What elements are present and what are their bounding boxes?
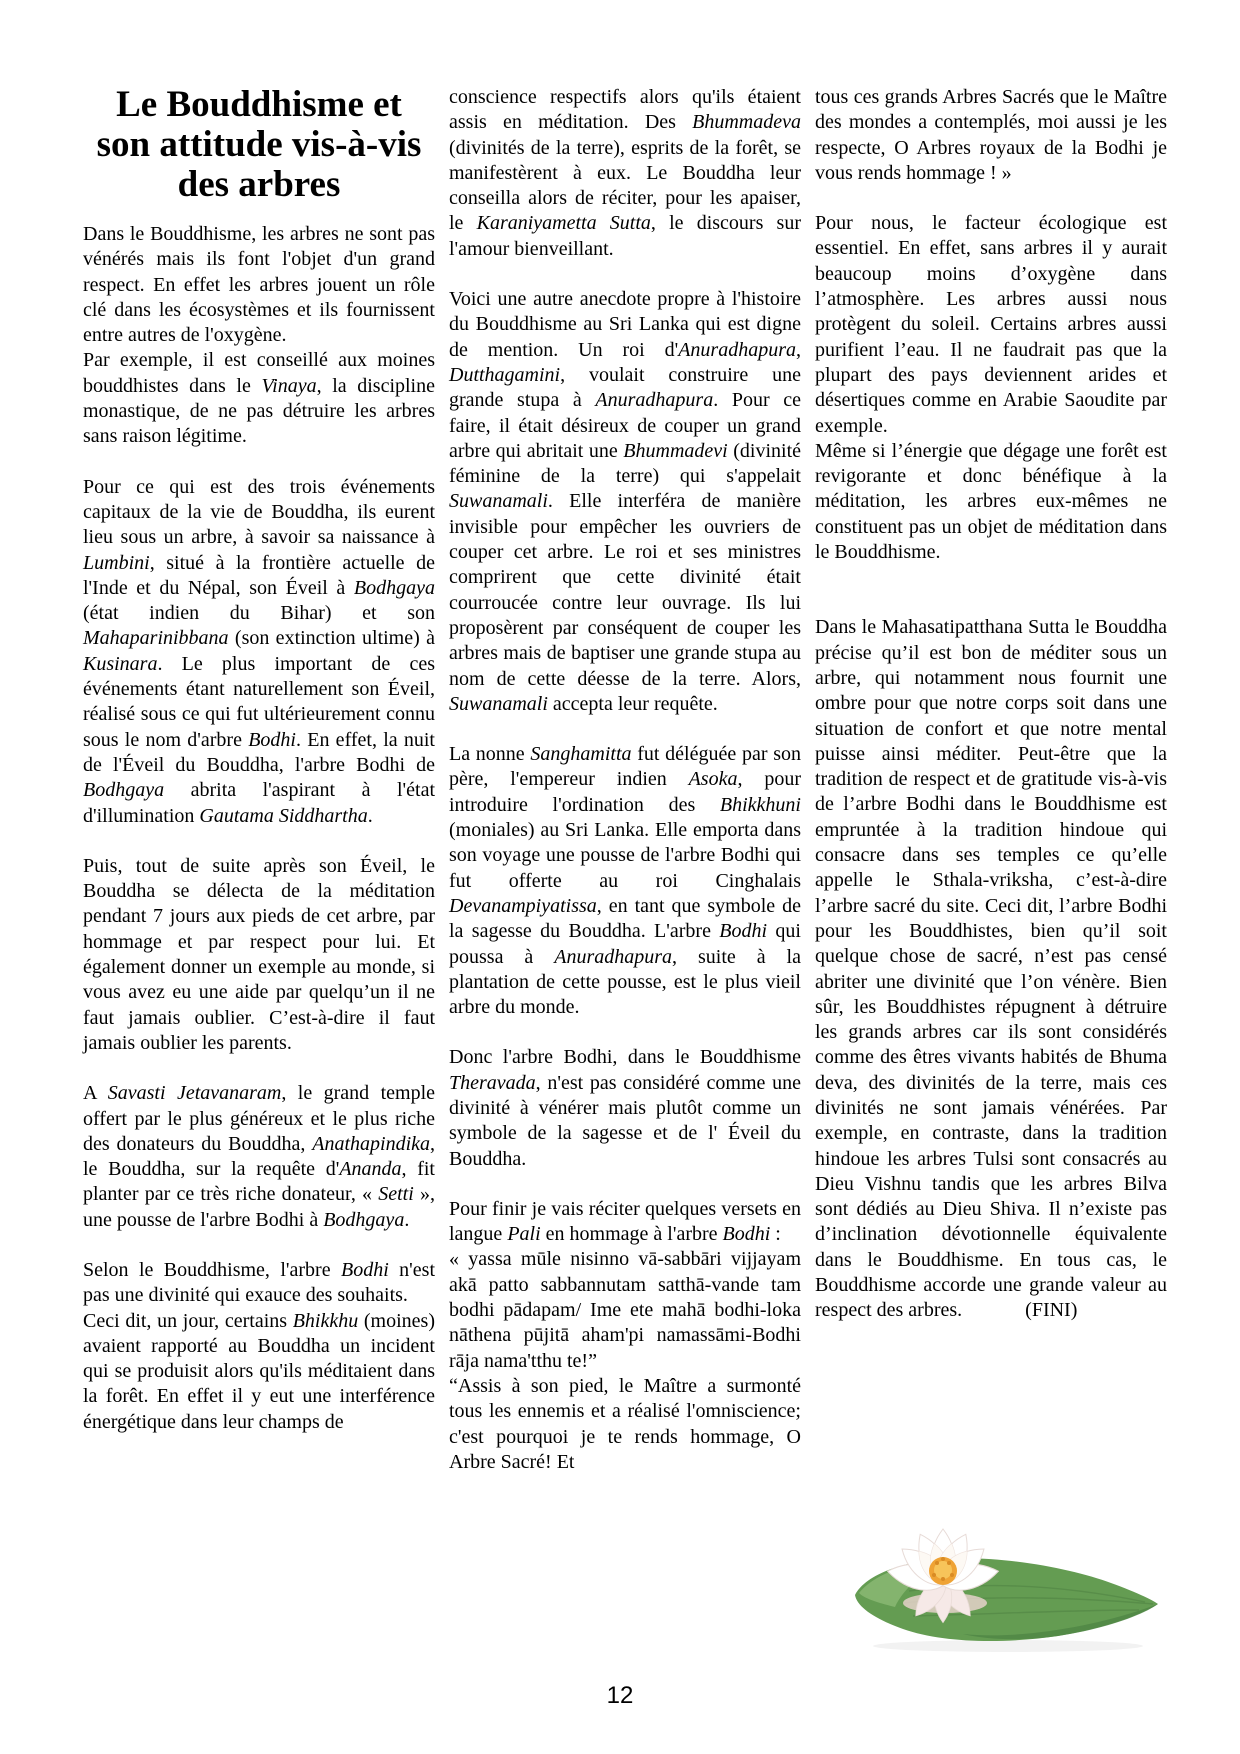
paragraph: Dans le Bouddhisme, les arbres ne sont pas vénérés mais ils font l'objet d'un grand respect. En effet les arbres jouent un rôle clé dans les écosystèmes et ils fournissent entre autres de l'oxygène. [83,223,435,347]
paragraph: La nonne Sanghamitta fut déléguée par son père, l'empereur indien Asoka, pour introduire l'ordination des Bhikkhuni (moniales) au Sri Lanka. Elle emporta dans son voyage une pousse de l'arbre Bodhi qui fut offerte au roi Cinghalais Devanampiyatissa, en tant que symbole de la sagesse du Bouddha. L'arbre Bodhi qui poussa à Anuradhapura, suite à la plantation de cette pousse, est le plus vieil arbre du monde. [449,743,801,1019]
paragraph: Puis, tout de suite après son Éveil, le Bouddha se délecta de la méditation pendant 7 jours aux pieds de cet arbre, par hommage et par respect pour lui. Et également donner un exemple au monde, si vous avez eu une aide par quelqu’un il ne faut jamais oublier. C’est-à-dire il faut jamais oublier les parents. [83,854,435,1054]
title-line-2: son attitude vis-à-vis [96,124,422,165]
paragraph: tous ces grands Arbres Sacrés que le Maître des mondes a contemplés, moi aussi je les respecte, O Arbres royaux de la Bodhi je vous rends hommage ! » [815,86,1167,184]
column-2 [449,85,801,1475]
paragraph: Voici une autre anecdote propre à l'histoire du Bouddhisme au Sri Lanka qui est digne de mention. Un roi d'Anuradhapura, Dutthagamini, voulait construire une grande stupa à Anuradhapura. Pour ce faire, il était désireux de couper un grand arbre qui abritait une Bhummadevi (divinité féminine de la terre) qui s'appelait Suwanamali. Elle interféra de manière invisible pour empêcher les ouvriers de couper cet arbre. Le roi et ses ministres comprirent que cette divinité était courroucée contre leur ouvrage. Ils lui proposèrent par conséquent de couper les arbres mais de baptiser une grande stupa au nom de cette déesse de la terre. Alors, Suwanamali accepta leur requête. [449,288,801,715]
column-3 [815,85,1167,1324]
stamen-dot [947,1561,951,1565]
paragraph: « yassa mūle nisinno vā-sabbāri vijjayam akā patto sabbannutam satthā-vande tam bodhi pādapam/ Ime ete mahā bodhi-loka nāthena pūjitā aham'pi namassāmi-Bodhi rāja nama'tthu te!” [449,1248,801,1372]
paragraph: Dans le Mahasatipatthana Sutta le Bouddha précise qu’il est bon de méditer sous un arbre, qui notamment nous fournit une ombre pour que notre corps soit dans une situation de confort et que notre mental puisse ainsi méditer. Peut-être que la tradition de respect et de gratitude vis-à-vis de l’arbre Bodhi dans le Bouddhisme est empruntée à la tradition hindoue qui consacre dans ses temples ce qu’elle appelle le Sthala-vriksha, c’est-à-dire l’arbre sacré du site. Ceci dit, l’arbre Bodhi pour les Bouddhistes, bien qu’il soit quelque chose de sacré, n’est pas censé abriter une divinité que l’on vénère. Bien sûr, les Bouddhistes répugnent à détruire les grands arbres car ils sont considérés comme des êtres vivants habités de Bhuma deva, des divinités de la terre, mais ces divinités ne sont jamais vénérées. Par exemple, en contraste, dans la tradition hindoue les arbres Tulsi sont consacrés au Dieu Vishnu tandis que les arbres Bilva sont dédiés au Dieu Shiva. Il n’existe pas d’inclination dévotionnelle équivalente dans le Bouddhisme. En tous cas, le Bouddhisme accorde une grande valeur au respect des arbres. (FINI) [815,616,1167,1322]
stamen-dot [950,1573,954,1577]
stamen-dot [932,1573,936,1577]
title-line-3: des arbres [177,164,341,205]
paragraph: conscience respectifs alors qu'ils étaient assis en méditation. Des Bhummadeva (divinités de la terre), esprits de la forêt, se manifestèrent à eux. Le Bouddha leur conseilla alors de réciter, pour les apaiser, le Karaniyametta Sutta, le discours sur l'amour bienveillant. [449,86,802,260]
stamen-dot [941,1577,945,1581]
paragraph: “Assis à son pied, le Maître a surmonté tous les ennemis et a réalisé l'omniscience; c'est pourquoi je te rends hommage, O Arbre Sacré! Et [449,1374,801,1473]
paragraph: Même si l’énergie que dégage une forêt est revigorante et donc bénéfique à la méditation, les arbres eux-mêmes ne constituent pas un objet de méditation dans le Bouddhisme. [815,439,1167,564]
paragraph: Donc l'arbre Bodhi, dans le Bouddhisme Theravada, n'est pas considéré comme une divinité à vénérer mais plutôt comme un symbole de la sagesse et de l' Éveil du Bouddha. [449,1046,801,1170]
paragraph: Pour finir je vais réciter quelques versets en langue Pali en hommage à l'arbre Bodhi : [449,1197,801,1246]
lotus-illustration [843,1503,1163,1658]
column-1 [83,85,435,1435]
paragraph: Selon le Bouddhisme, l'arbre Bodhi n'est pas une divinité qui exauce des souhaits. [83,1258,435,1307]
title-line-1: Le Bouddhisme et [116,84,402,125]
paragraph: Par exemple, il est conseillé aux moines bouddhistes dans le Vinaya, la discipline monastique, de ne pas détruire les arbres sans raison légitime. [83,349,435,448]
fini-label: (FINI) [1025,1299,1078,1322]
paragraph: Pour nous, le facteur écologique est essentiel. En effet, sans arbres il y aurait beaucoup moins d’oxygène dans l’atmosphère. Les arbres aussi nous protègent du soleil. Certains arbres aussi purifient l’eau. Il ne faudrait pas que la plupart des pays deviennent arides et désertiques comme en Arabie Saoudite par exemple. [815,212,1167,437]
lotus-figure [843,1503,1163,1658]
page-number: 12 [606,1682,634,1709]
leaf-shadow [873,1640,1143,1652]
paragraph: Pour ce qui est des trois événements capitaux de la vie de Bouddha, ils eurent lieu sous un arbre, à savoir sa naissance à Lumbini, situé à la frontière actuelle de l'Inde et du Népal, son Éveil à Bodhgaya (état indien du Bihar) et son Mahaparinibbana (son extinction ultime) à Kusinara. Le plus important de ces événements étant naturellement son Éveil, réalisé sous ce qui fut ultérieurement connu sous le nom d'arbre Bodhi. En effet, la nuit de l'Éveil du Bouddha, l'arbre Bodhi de Bodhgaya abrita l'aspirant à l'état d'illumination Gautama Siddhartha. [83,475,435,827]
paragraph: A Savasti Jetavanaram, le grand temple offert par le plus généreux et le plus riche des donateurs du Bouddha, Anathapindika, le Bouddha, sur la requête d'Ananda, fit planter par ce très riche donateur, « Setti », une pousse de l'arbre Bodhi à Bodhgaya. [83,1082,436,1231]
paragraph: Ceci dit, un jour, certains Bhikkhu (moines) avaient rapporté au Bouddha un incident qui se produisit alors qu'ils méditaient dans la forêt. En effet il y eut une interférence énergétique dans leur champs de [83,1309,435,1433]
stamen-dot [941,1557,945,1561]
article-title [83,85,435,205]
stamen-dot [935,1561,939,1565]
